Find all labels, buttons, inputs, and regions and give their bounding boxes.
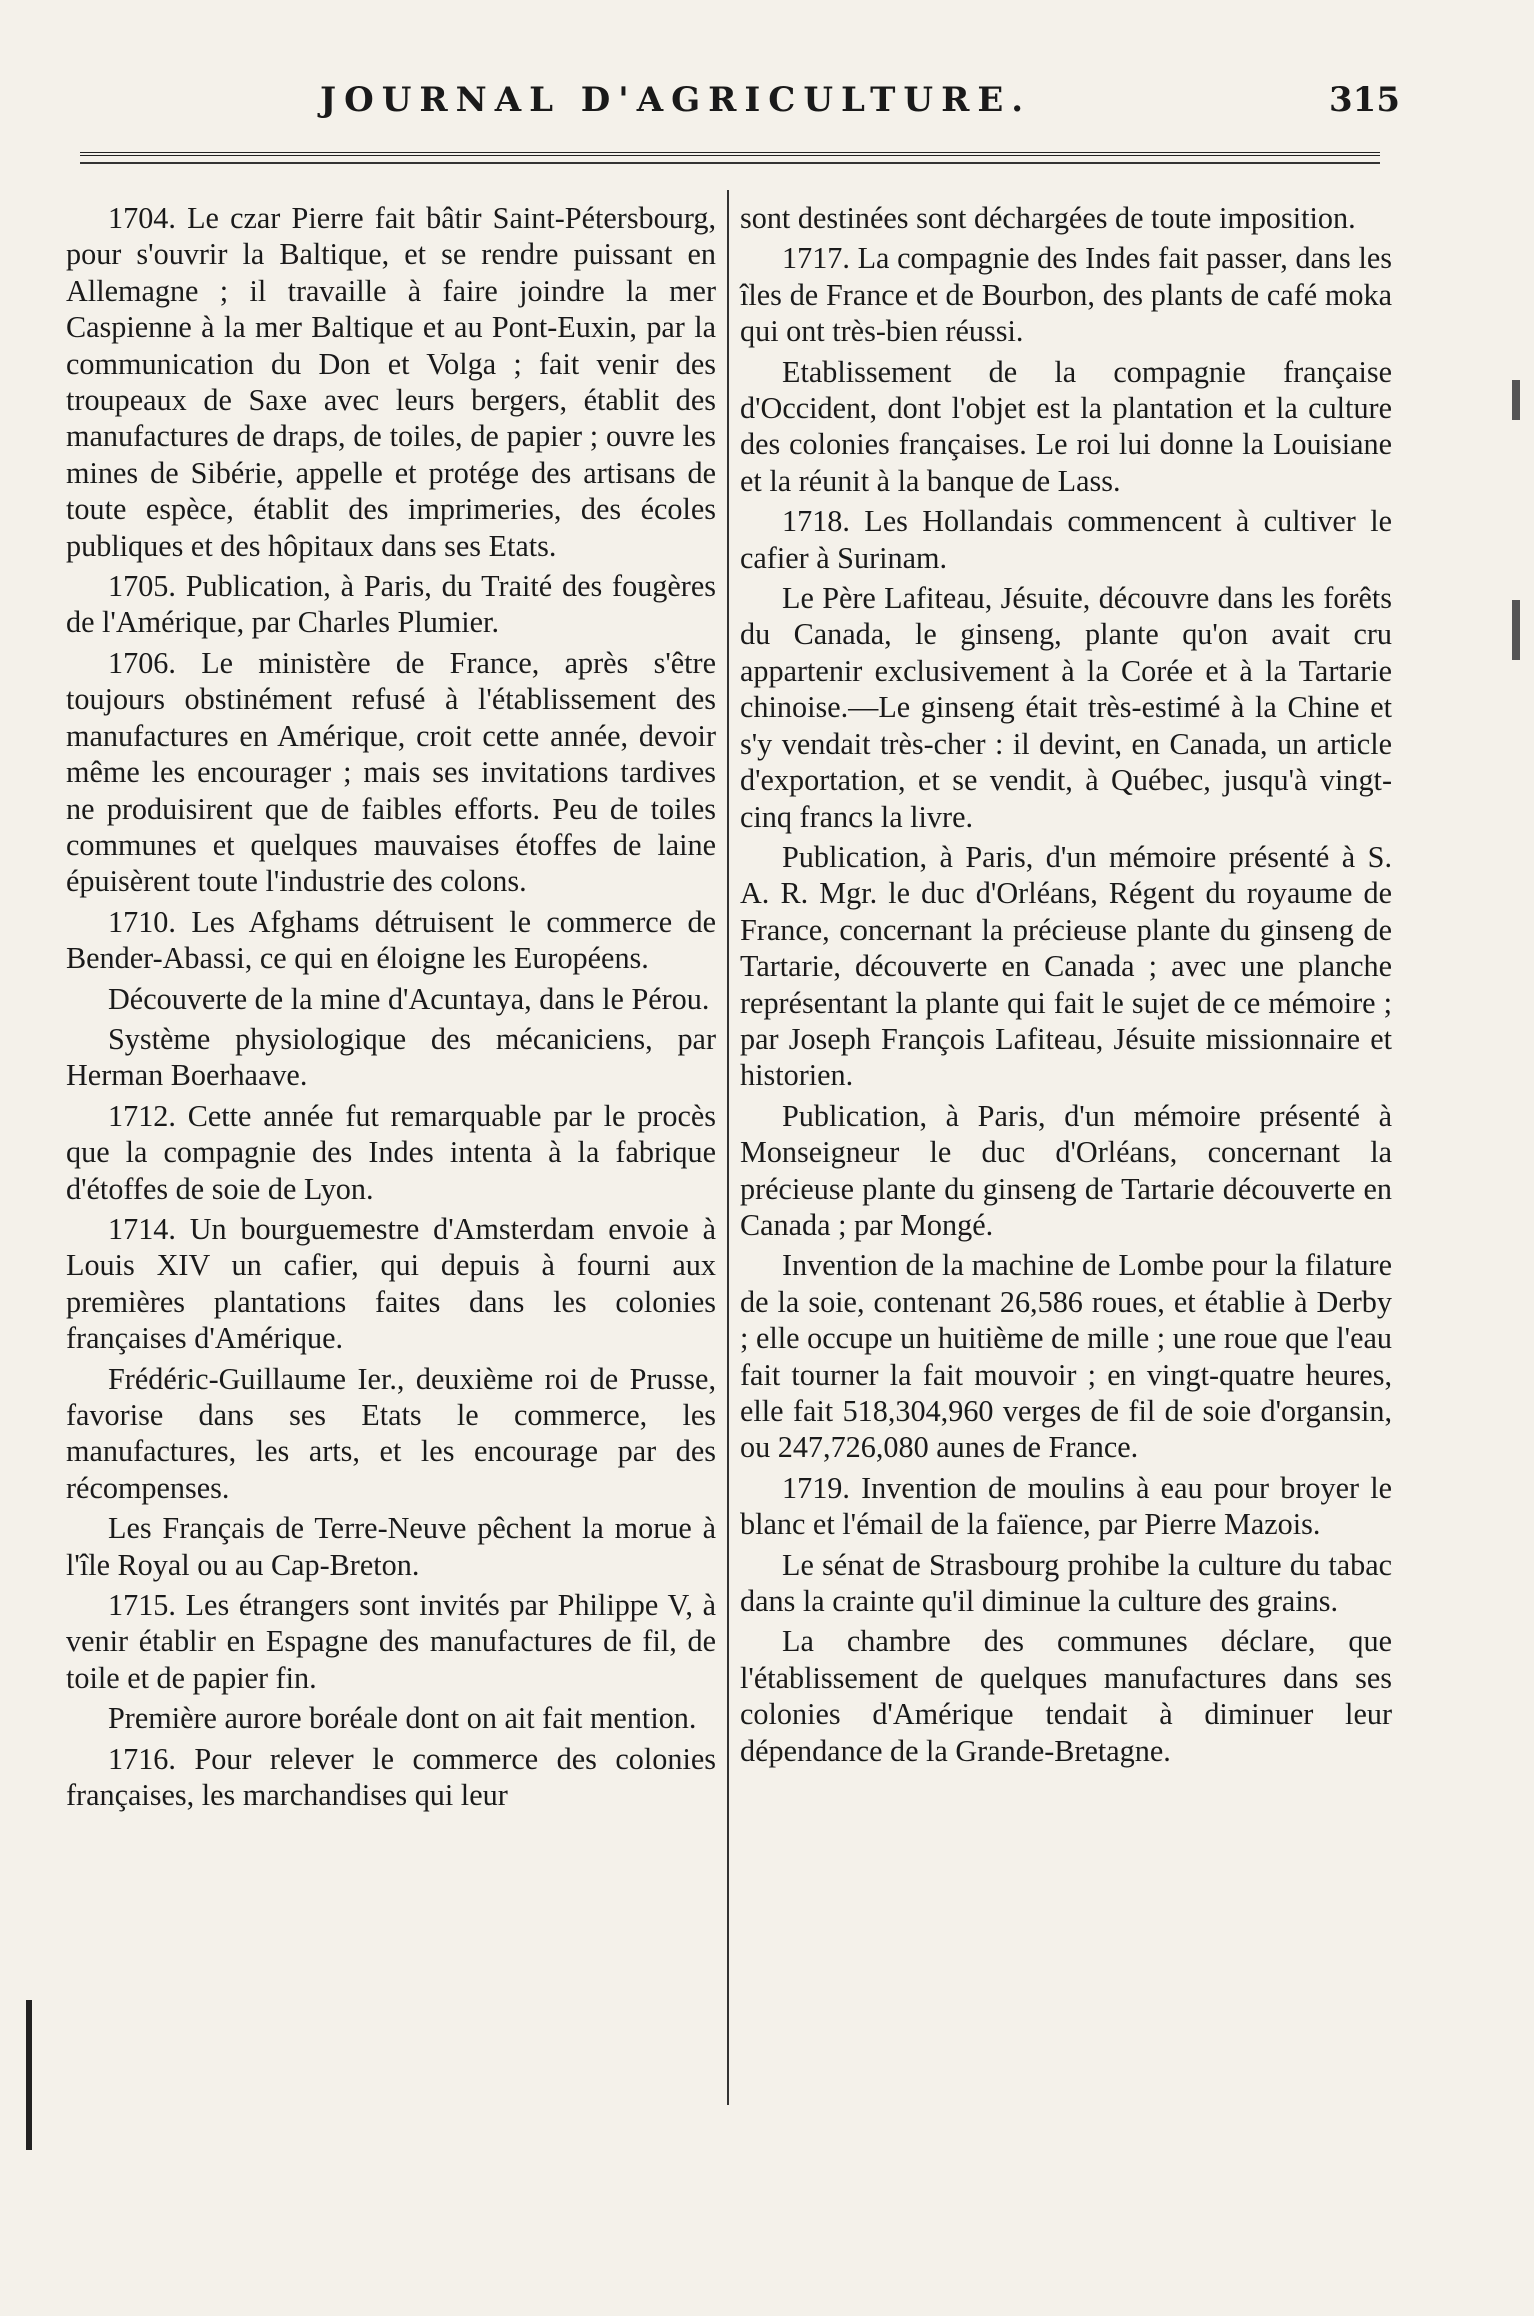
paragraph: Publication, à Paris, d'un mémoire présenté à Monseigneur le duc d'Orléans, concernant la précieuse plante du ginseng de Tartarie découverte en Canada ; par Mongé.: [740, 1098, 1392, 1242]
paragraph: Le sénat de Strasbourg prohibe la culture du tabac dans la crainte qu'il diminue la culture des grains.: [740, 1547, 1392, 1619]
paragraph: Frédéric-Guillaume Ier., deuxième roi de Prusse, favorise dans ses Etats le commerce, les manufactures, les arts, et les encourage par des récompenses.: [66, 1361, 716, 1505]
paragraph: Le Père Lafiteau, Jésuite, découvre dans les forêts du Canada, le ginseng, plante qu'on avait cru appartenir exclusivement à la Corée et à la Tartarie chinoise.—Le ginseng était très-estimé à la Chine et s'y vendait très-cher : il devint, en Canada, un article d'exportation, et se vendit, à Québec, jusqu'à vingt-cinq francs la livre.: [740, 581, 1392, 834]
paragraph: sont destinées sont déchargées de toute imposition.: [740, 201, 1356, 235]
paragraph: Découverte de la mine d'Acuntaya, dans le Pérou.: [108, 981, 710, 1016]
paragraph: Invention de la machine de Lombe pour la filature de la soie, contenant 26,586 roues, et établie à Derby ; elle occupe un huitième de mille ; une roue que l'eau fait tourner la fait mouvoir ; en vingt-quatre heures, elle fait 518,304,960 verges de fil de soie d'organsin, ou 247,726,080 aunes de France.: [740, 1248, 1392, 1465]
paragraph: 1710. Les Afghams détruisent le commerce de Bender-Abassi, ce qui en éloigne les Européens.: [66, 904, 716, 976]
paragraph: 1714. Un bourguemestre d'Amsterdam envoie à Louis XIV un cafier, qui depuis à fourni aux premières plantations faites dans les colonies françaises d'Amérique.: [66, 1211, 716, 1356]
paragraph: Première aurore boréale dont on ait fait mention.: [108, 1701, 697, 1736]
paragraph: 1716. Pour relever le commerce des colonies françaises, les marchandises qui leur: [66, 1741, 716, 1813]
running-title: JOURNAL D'AGRICULTURE.: [320, 80, 1032, 120]
paragraph: 1718. Les Hollandais commencent à cultiver le cafier à Surinam.: [740, 504, 1392, 575]
paragraph: 1715. Les étrangers sont invités par Philippe V, à venir établir en Espagne des manufactures de fil, de toile et de papier fin.: [66, 1588, 716, 1695]
header-rule: [80, 152, 1380, 156]
margin-mark: [1512, 600, 1520, 660]
column-divider: [727, 190, 729, 2105]
paragraph: 1717. La compagnie des Indes fait passer, dans les îles de France et de Bourbon, des plants de café moka qui ont très-bien réussi.: [740, 241, 1392, 349]
paragraph: Système physiologique des mécaniciens, par Herman Boerhaave.: [66, 1021, 716, 1093]
right-column: [740, 200, 1392, 1773]
paragraph: Les Français de Terre-Neuve pêchent la morue à l'île Royal ou au Cap-Breton.: [66, 1511, 716, 1582]
margin-bar: [26, 2000, 32, 2150]
header-rule-thin: [80, 162, 1380, 164]
paragraph: Etablissement de la compagnie française d'Occident, dont l'objet est la plantation et la culture des colonies françaises. Le roi lui donne la Louisiane et la réunit à la banque de Lass.: [740, 354, 1392, 498]
paragraph: La chambre des communes déclare, que l'établissement de quelques manufactures dans ses colonies d'Amérique tendait à diminuer leur dépendance de la Grande-Bretagne.: [740, 1624, 1392, 1768]
paragraph: Publication, à Paris, d'un mémoire présenté à S. A. R. Mgr. le duc d'Orléans, Régent du royaume de France, concernant la précieuse plante du ginseng de Tartarie, découverte en Canada ; avec une planche représentant la plante qui fait le sujet de ce mémoire ; par Joseph François Lafiteau, Jésuite missionnaire et historien.: [740, 839, 1392, 1093]
left-column: [66, 200, 716, 1817]
paragraph: 1705. Publication, à Paris, du Traité des fougères de l'Amérique, par Charles Plumier.: [66, 569, 716, 640]
paragraph: 1712. Cette année fut remarquable par le procès que la compagnie des Indes intenta à la fabrique d'étoffes de soie de Lyon.: [66, 1098, 716, 1206]
paragraph: 1704. Le czar Pierre fait bâtir Saint-Pétersbourg, pour s'ouvrir la Baltique, et se rendre puissant en Allemagne ; il travaille à faire joindre la mer Caspienne à la mer Baltique et au Pont-Euxin, par la communication du Don et Volga ; fait venir des troupeaux de Saxe avec leurs bergers, établit des manufactures de draps, de toiles, de papier ; ouvre les mines de Sibérie, appelle et protége des artisans de toute espèce, établit des imprimeries, des écoles publiques et des hôpitaux dans ses Etats.: [66, 201, 716, 563]
page-header: [60, 80, 1400, 140]
margin-mark: [1512, 380, 1520, 420]
paragraph: 1719. Invention de moulins à eau pour broyer le blanc et l'émail de la faïence, par Pierre Mazois.: [740, 1470, 1392, 1542]
page-number: 315: [1329, 80, 1400, 120]
paragraph: 1706. Le ministère de France, après s'être toujours obstinément refusé à l'établissement des manufactures en Amérique, croit cette année, devoir même les encourager ; mais ses invitations tardives ne produisirent que de faibles efforts. Peu de toiles communes et quelques mauvaises étoffes de laine épuisèrent toute l'industrie des colons.: [66, 645, 716, 899]
